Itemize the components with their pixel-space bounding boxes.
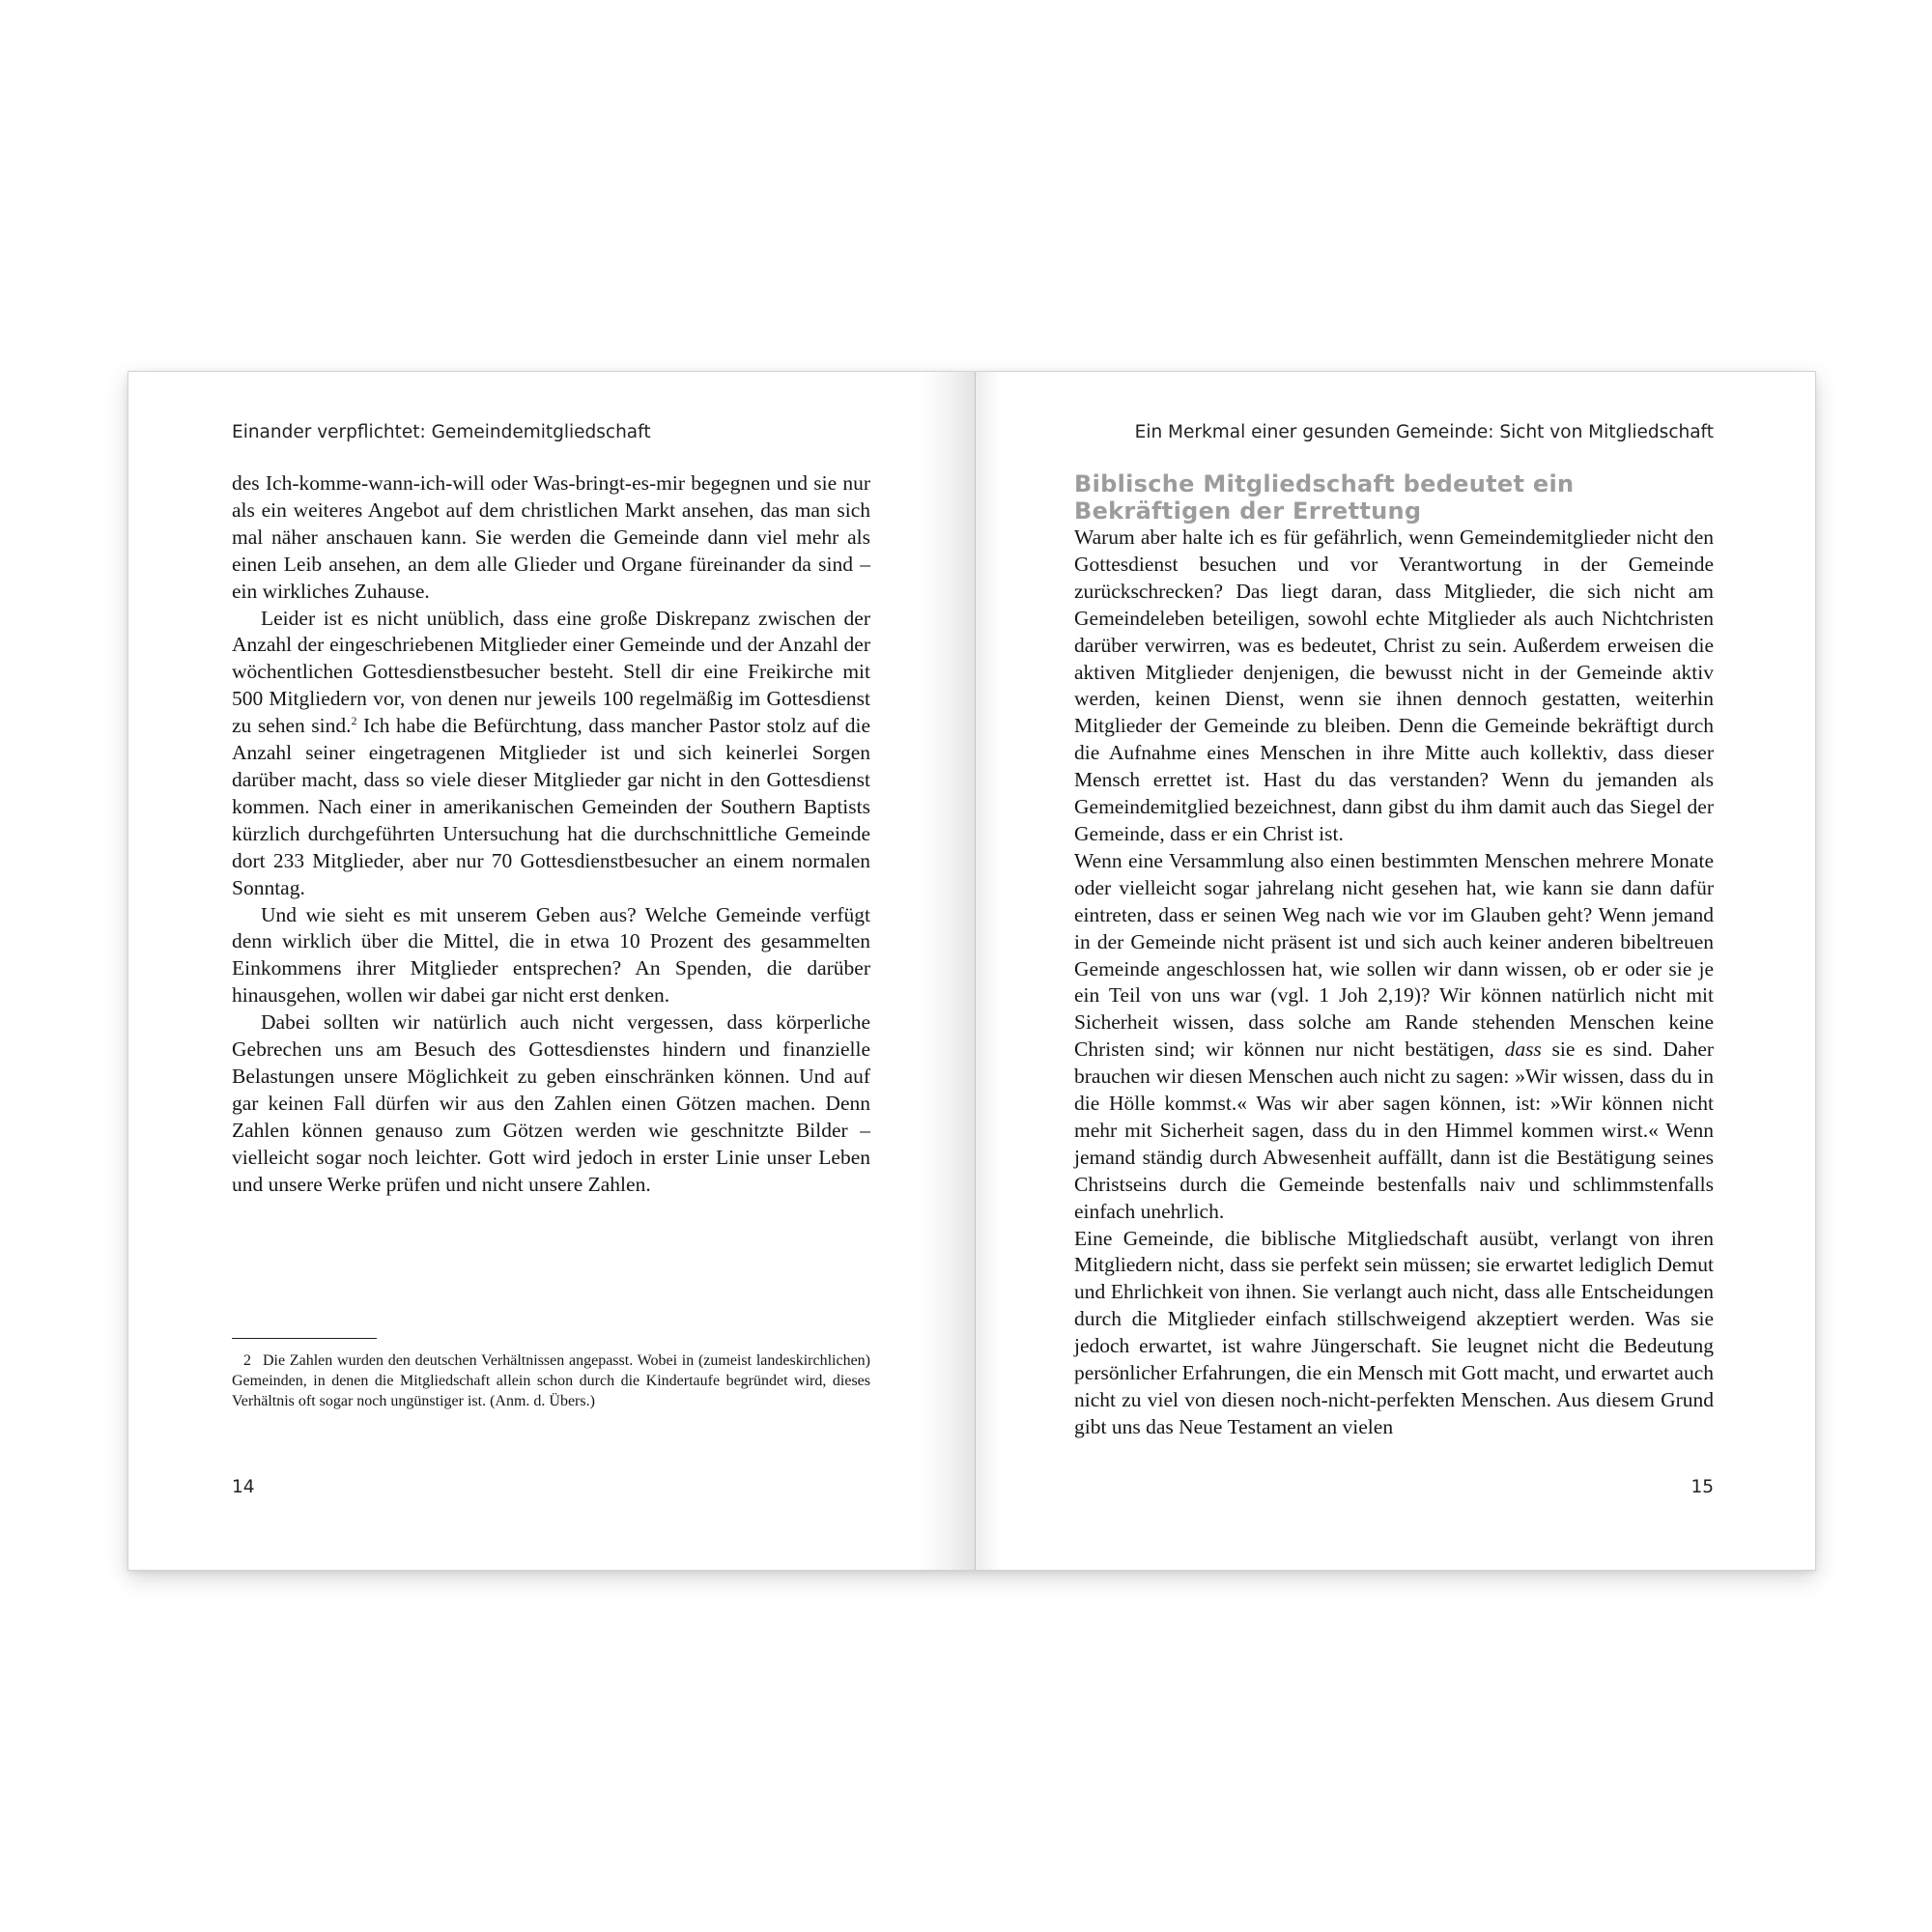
right-page <box>1074 372 1714 1570</box>
left-paragraph-1: des Ich-komme-wann-ich-will oder Was-bringt-es-mir begegnen und sie nur als ein weiteres Angebot auf dem christlichen Markt ansehen, das man sich mal näher anschauen kann. Sie werden die Gemeinde dann viel mehr als einen Leib ansehen, an dem alle Glieder und Organe füreinander da sind – ein wirkliches Zuhause. <box>232 471 870 603</box>
right-page-number: 15 <box>1690 1477 1714 1497</box>
footnote <box>232 1350 870 1411</box>
footnote-text: Die Zahlen wurden den deutschen Verhältnissen angepasst. Wobei in (zumeist landeskirchlichen) Gemeinden, in denen die Mitgliedschaft allein schon durch die Kindertaufe begründet wird, dieses Verhältnis oft sogar noch ungünstiger ist. (Anm. d. Übers.) <box>232 1352 870 1409</box>
gutter-shadow <box>921 372 975 1570</box>
footnote-marker[interactable]: 2 <box>351 714 357 728</box>
right-paragraph-2a: Wenn eine Versammlung also einen bestimmten Menschen mehrere Monate oder vielleicht sogar jahrelang nicht gesehen hat, wie kann sie dann dafür eintreten, dass er seinen Weg nach wie vor im Glauben geht? Wenn jemand in der Gemeinde nicht präsent ist und sich auch keiner anderen bibeltreuen Gemeinde angeschlossen hat, wie sollen wir dann wissen, ob er oder sie je ein Teil von uns war (vgl. 1 Joh 2,19)? Wir können natürlich nicht mit Sicherheit wissen, dass solche am Rande stehenden Menschen keine Christen sind; wir können nur nicht bestätigen, <box>1074 848 1714 1062</box>
left-page-number: 14 <box>232 1477 255 1497</box>
right-running-head: Ein Merkmal einer gesunden Gemeinde: Sicht von Mitgliedschaft <box>1134 422 1714 442</box>
left-paragraph-2a: Leider ist es nicht unüblich, dass eine große Diskrepanz zwischen der Anzahl der eingeschriebenen Mitglieder einer Gemeinde und der Anzahl der wöchentlichen Gottesdienstbesucher besteht. Stell dir eine Freikirche mit 500 Mitgliedern vor, von denen nur jeweils 100 regelmäßig im Gottesdienst zu sehen sind. <box>232 606 870 738</box>
left-body-text <box>232 470 870 1198</box>
right-paragraph-2b: sie es sind. Daher brauchen wir diesen Menschen auch nicht zu sagen: »Wir wissen, dass du in die Hölle kommst.« Was wir aber sagen können, ist: »Wir können nicht mehr mit Sicherheit sagen, dass du in den Himmel kommen wirst.« Wenn jemand ständig durch Abwesenheit auffällt, dann ist die Bestätigung seines Christseins durch die Gemeinde bestenfalls naiv und schlimmstenfalls einfach unehrlich. <box>1074 1037 1715 1223</box>
section-heading <box>1074 470 1714 525</box>
footnote-number: 2 <box>243 1352 251 1369</box>
left-paragraph-3: Und wie sieht es mit unserem Geben aus? Welche Gemeinde verfügt denn wirklich über die Mittel, die in etwa 10 Prozent des gesammelten Einkommens ihrer Mitglieder entsprechen? An Spenden, die darüber hinausgehen, wollen wir dabei gar nicht erst denken. <box>232 902 870 1008</box>
gutter-shadow-right <box>976 372 1001 1570</box>
left-page <box>232 372 870 1570</box>
right-paragraph-3: Eine Gemeinde, die biblische Mitgliedschaft ausübt, verlangt von ihren Mitgliedern nicht, dass sie perfekt sein müssen; sie erwartet lediglich Demut und Ehrlichkeit von ihnen. Sie verlangt auch nicht, dass alle Entscheidungen durch die Mitglieder einfach stillschweigend akzeptiert werden. Was sie jedoch erwartet, ist wahre Jüngerschaft. Sie leugnet nicht die Bedeutung persönlicher Erfahrungen, die ein Mensch mit Gott macht, und erwartet auch nicht zu viel von diesen noch-nicht-perfekten Menschen. Aus diesem Grund gibt uns das Neue Testament an vielen <box>1074 1226 1714 1438</box>
book-spread <box>128 371 1816 1571</box>
right-body-text <box>1074 470 1714 1441</box>
footnote-rule <box>232 1338 377 1339</box>
section-heading-line-2: Bekräftigen der Errettung <box>1074 497 1422 525</box>
section-heading-line-1: Biblische Mitgliedschaft bedeutet ein <box>1074 470 1575 497</box>
left-paragraph-2 <box>232 606 870 902</box>
emphasis-dass: dass <box>1504 1037 1542 1062</box>
left-paragraph-2b: Ich habe die Befürchtung, dass mancher Pastor stolz auf die Anzahl seiner eingetragenen Mitglieder ist und sich keinerlei Sorgen darüber macht, dass so viele dieser Mitglieder gar nicht in den Gottesdienst kommen. Nach einer in amerikanischen Gemeinden der Southern Baptists kürzlich durchgeführten Untersuchung hat die durchschnittliche Gemeinde dort 233 Mitglieder, aber nur 70 Gottesdienstbesucher an einem normalen Sonntag. <box>232 714 871 899</box>
left-paragraph-4: Dabei sollten wir natürlich auch nicht vergessen, dass körperliche Gebrechen uns am Besuch des Gottesdienstes hindern und finanzielle Belastungen unsere Möglichkeit zu geben einschränken können. Und auf gar keinen Fall dürfen wir aus den Zahlen einen Götzen machen. Denn Zahlen können genauso zum Götzen werden wie geschnitzte Bilder – vielleicht sogar noch leichter. Gott wird jedoch in erster Linie unser Leben und unsere Werke prüfen und nicht unsere Zahlen. <box>232 1010 870 1196</box>
gutter-fold <box>975 372 976 1570</box>
left-running-head: Einander verpflichtet: Gemeindemitgliedschaft <box>232 422 651 442</box>
right-paragraph-1: Warum aber halte ich es für gefährlich, wenn Gemeindemitglieder nicht den Gottesdienst besuchen und vor Verantwortung in der Gemeinde zurückschrecken? Das liegt daran, dass Mitglieder, die sich nicht am Gemeindeleben beteiligen, sowohl echte Mitglieder als auch Nichtchristen darüber verwirren, was es bedeutet, Christ zu sein. Außerdem erweisen die aktiven Mitglieder denjenigen, die bewusst nicht in der Gemeinde aktiv werden, keinen Dienst, wenn sie ihnen dennoch gestatten, weiterhin Mitglieder der Gemeinde zu bleiben. Denn die Gemeinde bekräftigt durch die Aufnahme eines Menschen in ihre Mitte auch kollektiv, dass dieser Mensch errettet ist. Hast du das verstanden? Wenn du jemanden als Gemeindemitglied bezeichnest, dann gibst du ihm damit auch das Siegel der Gemeinde, dass er ein Christ ist. <box>1074 526 1714 845</box>
right-paragraph-2 <box>1074 848 1714 1226</box>
